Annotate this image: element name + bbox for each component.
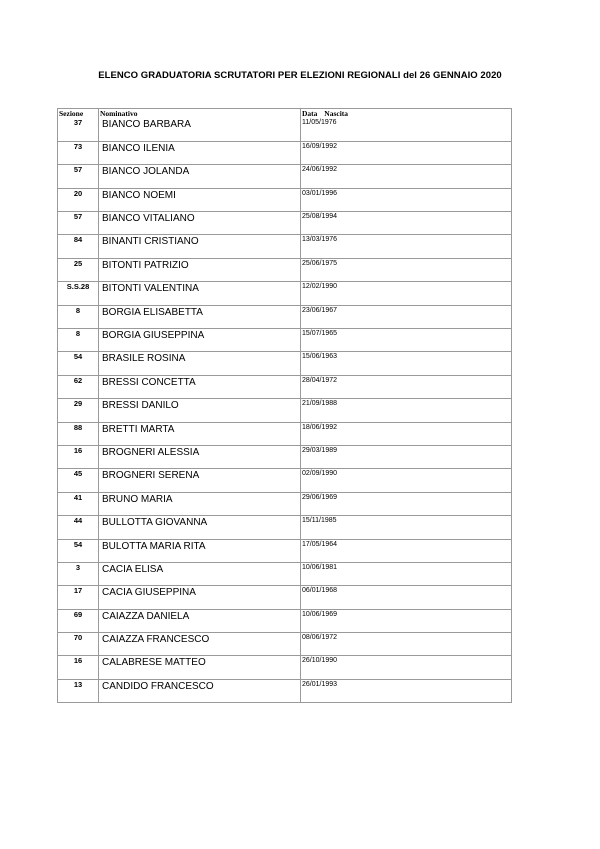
cell-data-nascita: 28/04/1972: [301, 375, 512, 398]
cell-nominativo: BRASILE ROSINA: [99, 352, 301, 375]
header-data-nascita: Data Nascita: [301, 109, 512, 119]
cell-nominativo: CANDIDO FRANCESCO: [99, 679, 301, 702]
table-header-row: [58, 109, 512, 119]
cell-data-nascita: 06/01/1968: [301, 586, 512, 609]
cell-sezione: 57: [58, 165, 99, 188]
cell-nominativo: BRESSI DANILO: [99, 399, 301, 422]
scrutatori-table: [57, 108, 512, 703]
cell-nominativo: CACIA GIUSEPPINA: [99, 586, 301, 609]
cell-nominativo: CALABRESE MATTEO: [99, 656, 301, 679]
table-row: [58, 469, 512, 492]
table-row: [58, 282, 512, 305]
cell-sezione: 16: [58, 445, 99, 468]
cell-nominativo: BROGNERI SERENA: [99, 469, 301, 492]
cell-sezione: 73: [58, 141, 99, 164]
cell-sezione: 57: [58, 212, 99, 235]
table-row: [58, 516, 512, 539]
cell-data-nascita: 29/03/1989: [301, 445, 512, 468]
cell-sezione: 17: [58, 586, 99, 609]
cell-nominativo: CAIAZZA FRANCESCO: [99, 633, 301, 656]
cell-nominativo: BULLOTTA GIOVANNA: [99, 516, 301, 539]
cell-nominativo: BORGIA GIUSEPPINA: [99, 329, 301, 352]
cell-sezione: 3: [58, 562, 99, 585]
cell-data-nascita: 15/11/1985: [301, 516, 512, 539]
cell-nominativo: BINANTI CRISTIANO: [99, 235, 301, 258]
cell-nominativo: BIANCO ILENIA: [99, 141, 301, 164]
cell-nominativo: BORGIA ELISABETTA: [99, 305, 301, 328]
cell-nominativo: BITONTI VALENTINA: [99, 282, 301, 305]
cell-sezione: 44: [58, 516, 99, 539]
cell-sezione: 62: [58, 375, 99, 398]
cell-data-nascita: 25/08/1994: [301, 212, 512, 235]
cell-data-nascita: 25/06/1975: [301, 258, 512, 281]
cell-sezione: 54: [58, 539, 99, 562]
cell-nominativo: BITONTI PATRIZIO: [99, 258, 301, 281]
cell-sezione: 29: [58, 399, 99, 422]
cell-data-nascita: 29/06/1969: [301, 492, 512, 515]
page-title: ELENCO GRADUATORIA SCRUTATORI PER ELEZIONI REGIONALI del 26 GENNAIO 2020: [98, 70, 502, 81]
table-row: [58, 609, 512, 632]
cell-nominativo: BIANCO JOLANDA: [99, 165, 301, 188]
cell-nominativo: BRUNO MARIA: [99, 492, 301, 515]
cell-data-nascita: 17/05/1964: [301, 539, 512, 562]
cell-data-nascita: 15/07/1965: [301, 329, 512, 352]
cell-data-nascita: 08/06/1972: [301, 633, 512, 656]
table-row: [58, 352, 512, 375]
cell-data-nascita: 16/09/1992: [301, 141, 512, 164]
cell-data-nascita: 10/06/1969: [301, 609, 512, 632]
cell-data-nascita: 26/10/1990: [301, 656, 512, 679]
cell-nominativo: CAIAZZA DANIELA: [99, 609, 301, 632]
cell-nominativo: BULOTTA MARIA RITA: [99, 539, 301, 562]
cell-sezione: 41: [58, 492, 99, 515]
cell-data-nascita: 03/01/1996: [301, 188, 512, 211]
cell-data-nascita: 24/06/1992: [301, 165, 512, 188]
cell-sezione: 88: [58, 422, 99, 445]
table-row: [58, 375, 512, 398]
header-sezione: Sezione: [58, 109, 99, 119]
table-row: [58, 445, 512, 468]
cell-data-nascita: 11/05/1976: [301, 118, 512, 141]
cell-data-nascita: 23/06/1967: [301, 305, 512, 328]
cell-sezione: S.S.28: [58, 282, 99, 305]
cell-nominativo: BIANCO NOEMI: [99, 188, 301, 211]
table-row: [58, 399, 512, 422]
cell-sezione: 45: [58, 469, 99, 492]
cell-data-nascita: 26/01/1993: [301, 679, 512, 702]
table-row: [58, 212, 512, 235]
cell-sezione: 25: [58, 258, 99, 281]
table-row: [58, 679, 512, 702]
cell-data-nascita: 15/06/1963: [301, 352, 512, 375]
cell-sezione: 84: [58, 235, 99, 258]
cell-data-nascita: 21/09/1988: [301, 399, 512, 422]
cell-sezione: 16: [58, 656, 99, 679]
header-nominativo: Nominativo: [99, 109, 301, 119]
table-row: [58, 305, 512, 328]
table-row: [58, 562, 512, 585]
cell-sezione: 69: [58, 609, 99, 632]
cell-data-nascita: 12/02/1990: [301, 282, 512, 305]
table-row: [58, 422, 512, 445]
cell-sezione: 37: [58, 118, 99, 141]
cell-nominativo: BIANCO VITALIANO: [99, 212, 301, 235]
table-row: [58, 165, 512, 188]
table-row: [58, 329, 512, 352]
cell-sezione: 8: [58, 305, 99, 328]
table-row: [58, 235, 512, 258]
cell-nominativo: CACIA ELISA: [99, 562, 301, 585]
cell-nominativo: BROGNERI ALESSIA: [99, 445, 301, 468]
cell-sezione: 20: [58, 188, 99, 211]
cell-data-nascita: 18/06/1992: [301, 422, 512, 445]
cell-data-nascita: 13/03/1976: [301, 235, 512, 258]
table-row: [58, 633, 512, 656]
cell-sezione: 8: [58, 329, 99, 352]
table-row: [58, 539, 512, 562]
cell-sezione: 70: [58, 633, 99, 656]
table-row: [58, 656, 512, 679]
table-body: [58, 118, 512, 703]
cell-data-nascita: 02/09/1990: [301, 469, 512, 492]
cell-sezione: 13: [58, 679, 99, 702]
table-row: [58, 118, 512, 141]
cell-nominativo: BIANCO BARBARA: [99, 118, 301, 141]
cell-sezione: 54: [58, 352, 99, 375]
table-row: [58, 492, 512, 515]
table-row: [58, 586, 512, 609]
cell-nominativo: BRETTI MARTA: [99, 422, 301, 445]
cell-data-nascita: 10/06/1981: [301, 562, 512, 585]
table-row: [58, 258, 512, 281]
table-row: [58, 141, 512, 164]
table-row: [58, 188, 512, 211]
cell-nominativo: BRESSI CONCETTA: [99, 375, 301, 398]
